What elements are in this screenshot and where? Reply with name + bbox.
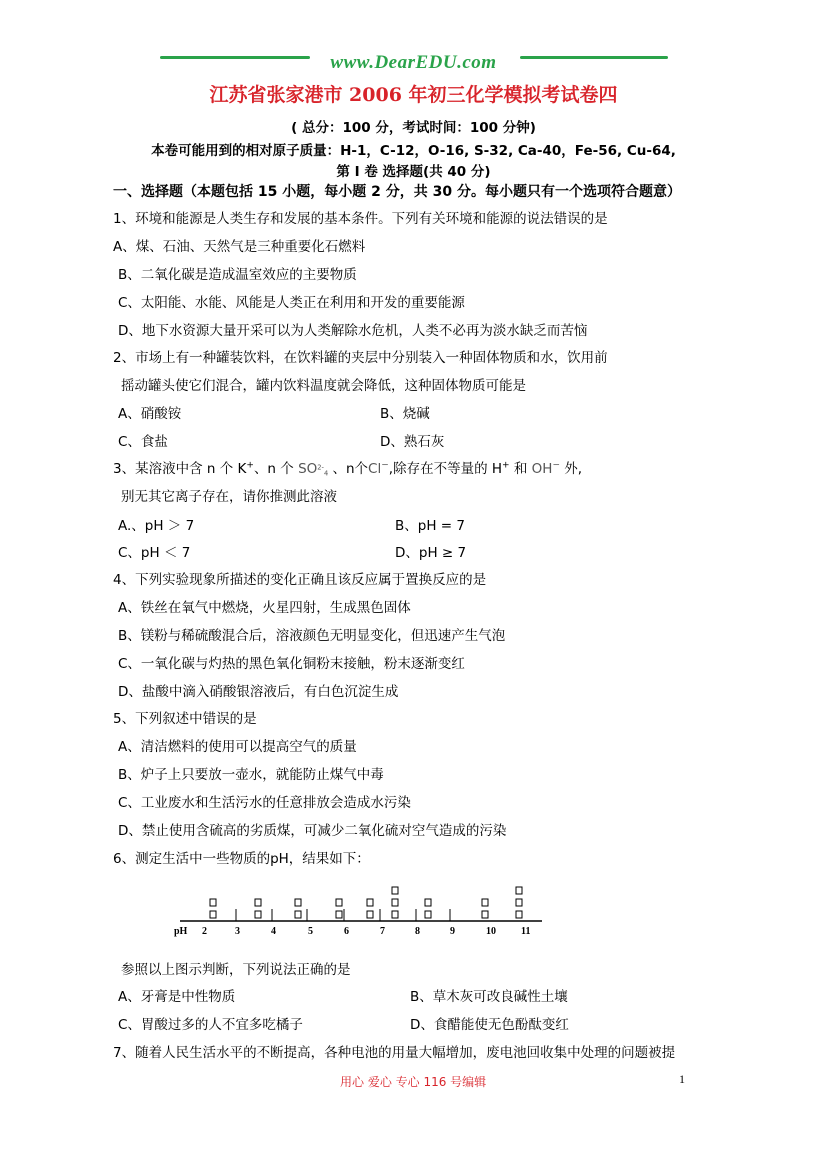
q3-option-a: A.、pH ＞ 7 [118,518,195,534]
q1-option-c: C、太阳能、水能、风能是人类正在利用和开发的重要能源 [118,295,465,311]
ph-axis-label: pH [174,926,188,937]
q6-option-a: A、牙膏是中性物质 [118,989,236,1005]
ph-marker-box [295,899,301,906]
q6-option-c: C、胃酸过多的人不宜多吃橘子 [118,1017,303,1033]
ph-marker-box [255,911,261,918]
chloride-ion: Cl [368,461,382,477]
ph-marker-box [516,911,522,918]
ph-marker-box [336,899,342,906]
q4-option-d: D、盐酸中滴入硝酸银溶液后，有白色沉淀生成 [118,684,399,700]
q3-text-sep1: 、n 个 [253,461,294,477]
ph-marker-box [482,911,488,918]
ph-marker-box [392,887,398,894]
ph-marker-box [516,887,522,894]
ph-tick-label: 8 [415,926,420,937]
q2-option-a: A、硝酸铵 [118,406,182,422]
ph-scale-diagram [170,878,550,940]
site-logo: www.DearEDU.com [330,52,497,73]
ph-marker-box [210,899,216,906]
ph-marker-box [367,899,373,906]
ph-marker-box [210,911,216,918]
q4-option-a: A、铁丝在氧气中燃烧，火星四射，生成黑色固体 [118,600,411,616]
section-heading: 一、选择题（本题包括 15 小题，每小题 2 分，共 30 分。每小题只有一个选项符合题意） [113,184,681,200]
q5-option-a: A、清洁燃料的使用可以提高空气的质量 [118,739,357,755]
ph-marker-box [367,911,373,918]
q1-option-b: B、二氧化碳是造成温室效应的主要物质 [118,267,357,283]
ph-marker-box [295,911,301,918]
q7-stem: 7、随着人民生活水平的不断提高，各种电池的用量大幅增加，废电池回收集中处理的问题被提 [113,1045,676,1061]
ph-tick-label: 10 [486,926,496,937]
ph-tick-label: 5 [308,926,313,937]
ph-tick-label: 6 [344,926,349,937]
ph-marker-box [425,911,431,918]
ph-tick-label: 2 [202,926,207,937]
page-number: 1 [679,1072,685,1086]
ph-tick-label: 3 [235,926,240,937]
part-heading: 第 I 卷 选择题(共 40 分) [336,164,491,180]
q3-option-c: C、pH ＜ 7 [118,545,191,561]
k-ion: K [237,461,247,477]
ph-tick-label: 4 [271,926,276,937]
h-ion-charge: + [502,460,510,471]
q4-stem: 4、下列实验现象所描述的变化正确且该反应属于置换反应的是 [113,572,487,588]
footer-slogan: 用心 爱心 专心 116 号编辑 [340,1075,487,1089]
q2-option-d: D、熟石灰 [380,434,445,450]
q3-text-sep2: 、n个 [332,461,369,477]
exam-info: ( 总分：100 分，考试时间：100 分钟) [291,120,536,136]
q3-stem-line1 [113,457,582,478]
q6-option-b: B、草木灰可改良碱性土壤 [410,989,568,1005]
sulfate-ion-charge: $^{2-}_4$ [317,463,329,478]
q3-text-b: ,除存在不等量的 [388,461,488,477]
q2-option-c: C、食盐 [118,434,168,450]
q3-text-c: 外, [564,461,583,477]
ph-marker-box [516,899,522,906]
ph-tick-label: 9 [450,926,455,937]
q5-option-b: B、炉子上只要放一壶水，就能防止煤气中毒 [118,767,384,783]
ph-marker-box [392,911,398,918]
q5-option-c: C、工业废水和生活污水的任意排放会造成水污染 [118,795,411,811]
q2-stem-line2: 摇动罐头使它们混合，罐内饮料温度就会降低，这种固体物质可能是 [121,378,526,394]
q3-text-and: 和 [513,461,528,477]
k-ion-charge: + [246,460,254,471]
q5-stem: 5、下列叙述中错误的是 [113,711,257,727]
q6-stem: 6、测定生活中一些物质的pH，结果如下： [113,851,370,867]
q4-option-c: C、一氧化碳与灼热的黑色氧化铜粉末接触，粉末逐渐变红 [118,656,465,672]
q6-followup: 参照以上图示判断，下列说法正确的是 [121,962,351,978]
q3-text-a: 3、某溶液中含 n 个 [113,461,234,477]
ph-marker-box [255,899,261,906]
chloride-ion-charge: − [381,460,389,471]
ph-marker-box [336,911,342,918]
ph-tick-label: 7 [380,926,385,937]
atomic-masses: 本卷可能用到的相对原子质量：H-1，C-12，O-16, S-32, Ca-40，Fe-56, Cu-64, [151,143,676,159]
ph-tick-label: 11 [521,926,531,937]
q1-option-d: D、地下水资源大量开采可以为人类解除水危机，人类不必再为淡水缺乏而苦恼 [118,323,588,339]
q6-option-d: D、食醋能使无色酚酞变红 [410,1017,569,1033]
exam-title: 江苏省张家港市 2006 年初三化学模拟考试卷四 [209,84,618,106]
hydroxide-ion: OH [531,461,553,477]
sulfate-ion: SO [298,461,318,477]
q4-option-b: B、镁粉与稀硫酸混合后，溶液颜色无明显变化，但迅速产生气泡 [118,628,506,644]
ph-marker-box [425,899,431,906]
q2-option-b: B、烧碱 [380,406,430,422]
q2-stem-line1: 2、市场上有一种罐装饮料，在饮料罐的夹层中分别装入一种固体物质和水，饮用前 [113,350,608,366]
q3-option-d: D、pH ≥ 7 [395,545,467,561]
q1-option-a: A、煤、石油、天然气是三种重要化石燃料 [113,239,366,255]
q3-option-b: B、pH = 7 [395,518,465,534]
q5-option-d: D、禁止使用含硫高的劣质煤，可减少二氧化硫对空气造成的污染 [118,823,507,839]
q3-stem-line2: 别无其它离子存在，请你推测此溶液 [121,489,337,505]
ph-marker-box [482,899,488,906]
h-ion: H [491,461,503,477]
q1-stem: 1、环境和能源是人类生存和发展的基本条件。下列有关环境和能源的说法错误的是 [113,211,608,227]
hydroxide-ion-charge: − [552,460,560,471]
ph-marker-box [392,899,398,906]
